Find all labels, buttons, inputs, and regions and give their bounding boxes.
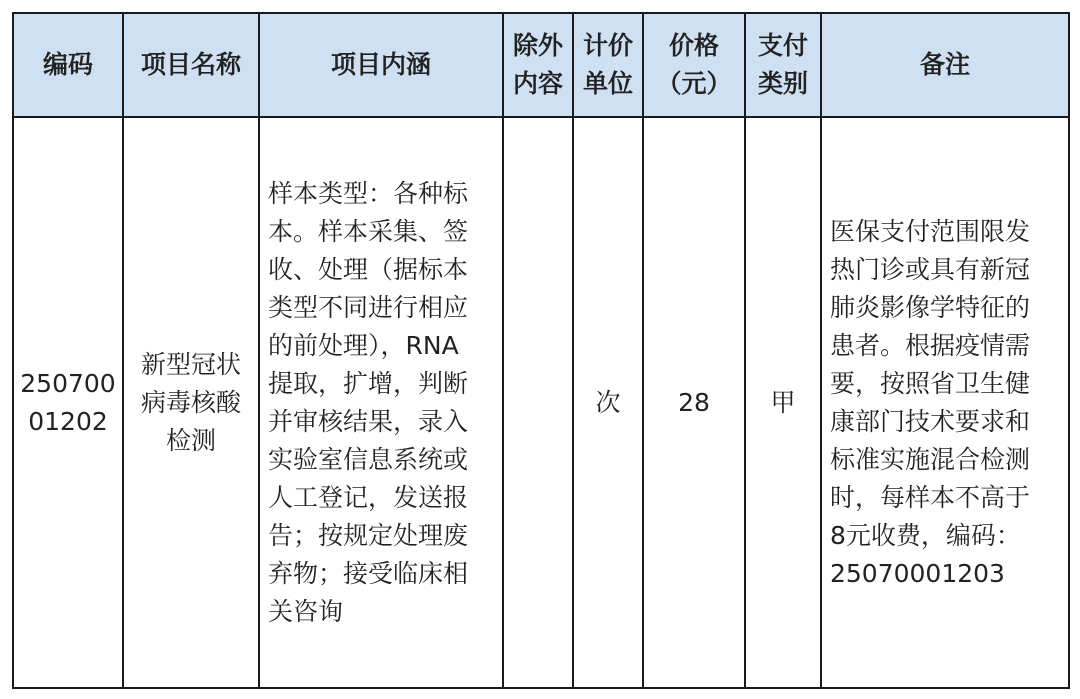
header-price: 价格 （元）	[643, 13, 745, 117]
header-unit: 计价 单位	[573, 13, 643, 117]
pricing-table-container	[12, 12, 1068, 689]
cell-name: 新型冠状 病毒核酸 检测	[123, 117, 259, 688]
header-excluded: 除外 内容	[503, 13, 573, 117]
table-row	[13, 117, 1069, 688]
cell-content: 样本类型：各种标 本。样本采集、签 收、处理（据标本 类型不同进行相应 的前处理），RNA 提取，扩增，判断 并审核结果，录入 实验室信息系统或 人工登记，发送报 告；按规定处理废 弃物；接受临床相 关咨询	[259, 117, 503, 688]
cell-price: 28	[643, 117, 745, 688]
header-code: 编码	[13, 13, 123, 117]
pricing-table	[12, 12, 1070, 689]
header-content: 项目内涵	[259, 13, 503, 117]
header-name: 项目名称	[123, 13, 259, 117]
cell-excluded	[503, 117, 573, 688]
cell-unit: 次	[573, 117, 643, 688]
cell-payment: 甲	[745, 117, 821, 688]
cell-code: 250700 01202	[13, 117, 123, 688]
header-remarks: 备注	[821, 13, 1069, 117]
header-row	[13, 13, 1069, 117]
header-payment: 支付 类别	[745, 13, 821, 117]
cell-remarks: 医保支付范围限发 热门诊或具有新冠 肺炎影像学特征的 患者。根据疫情需 要，按照省卫生健 康部门技术要求和 标准实施混合检测 时，每样本不高于 8元收费，编码： 25070001203	[821, 117, 1069, 688]
